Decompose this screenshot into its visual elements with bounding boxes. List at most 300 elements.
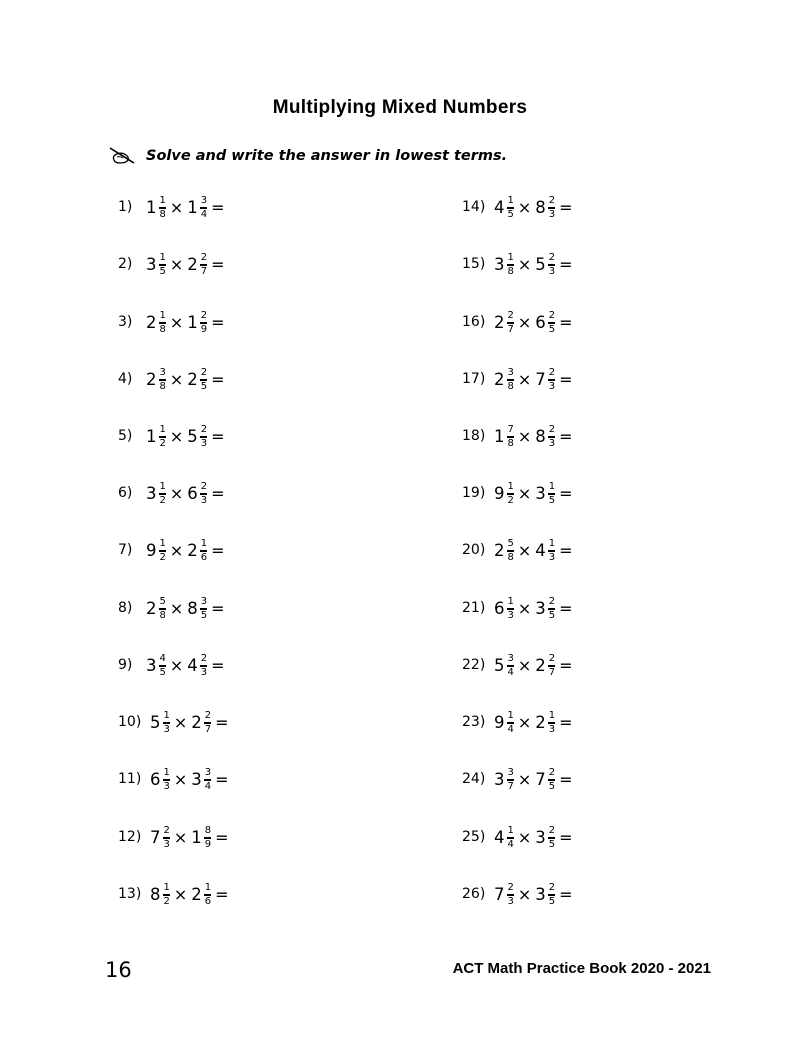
instruction [108,146,507,166]
fraction [204,767,212,792]
denominator: 3 [163,780,170,792]
denominator: 6 [204,895,212,907]
problem-number: 5) [118,428,133,444]
fraction [548,424,556,449]
whole-number: 1 [187,197,198,217]
numerator: 2 [548,423,556,435]
multiply-sign: × [169,312,184,332]
denominator: 3 [163,723,170,735]
numerator: 1 [159,480,166,492]
problem-number: 8) [118,600,133,616]
whole-number: 4 [535,540,546,560]
multiply-sign: × [517,254,532,274]
fraction [159,195,167,220]
numerator: 2 [200,423,208,435]
whole-number: 2 [146,598,157,618]
multiply-sign: × [517,426,532,446]
whole-number: 2 [187,540,198,560]
numerator: 1 [548,537,556,549]
equals-sign: = [559,483,573,503]
writing-hand-icon [108,146,138,166]
fraction [548,653,556,678]
equals-sign: = [215,884,229,904]
problem-item [462,530,573,570]
denominator: 5 [159,265,166,277]
multiply-sign: × [517,712,532,732]
numerator: 3 [200,595,208,607]
problem-number: 13) [118,886,142,902]
multiply-sign: × [517,598,532,618]
equals-sign: = [559,884,573,904]
equals-sign: = [211,197,225,217]
equals-sign: = [559,312,573,332]
whole-number: 1 [494,426,505,446]
equals-sign: = [559,769,573,789]
denominator: 3 [548,265,556,277]
fraction [548,252,556,277]
denominator: 3 [200,494,208,506]
numerator: 1 [200,537,208,549]
whole-number: 9 [146,540,157,560]
multiply-sign: × [517,769,532,789]
whole-number: 8 [535,197,546,217]
problem-item [118,702,229,742]
denominator: 9 [204,838,212,850]
denominator: 5 [548,838,556,850]
equals-sign: = [211,655,225,675]
multiply-sign: × [169,483,184,503]
multiply-sign: × [517,312,532,332]
numerator: 2 [507,309,514,321]
numerator: 2 [200,309,208,321]
numerator: 2 [163,824,170,836]
whole-number: 1 [146,197,157,217]
numerator: 2 [548,251,556,263]
equals-sign: = [559,598,573,618]
page-number: 16 [105,958,132,982]
denominator: 7 [548,666,556,678]
fraction [159,538,167,563]
fraction [200,538,208,563]
whole-number: 9 [494,483,505,503]
denominator: 5 [507,208,514,220]
numerator: 1 [204,881,212,893]
page-title: Multiplying Mixed Numbers [272,97,528,118]
denominator: 8 [159,609,166,621]
denominator: 5 [200,380,208,392]
denominator: 5 [548,780,556,792]
equals-sign: = [211,540,225,560]
numerator: 2 [200,652,208,664]
denominator: 4 [200,208,208,220]
equals-sign: = [559,827,573,847]
whole-number: 3 [146,483,157,503]
equals-sign: = [559,655,573,675]
numerator: 3 [200,194,208,206]
problem-item [118,416,225,456]
equals-sign: = [215,769,229,789]
fraction [548,481,556,506]
denominator: 4 [204,780,212,792]
problem-item [462,645,573,685]
problem-number: 21) [462,600,486,616]
problem-item [462,244,573,284]
whole-number: 2 [535,712,546,732]
problem-item [118,359,225,399]
multiply-sign: × [517,884,532,904]
fraction [507,653,515,678]
problem-number: 24) [462,771,486,787]
equals-sign: = [211,254,225,274]
multiply-sign: × [169,369,184,389]
denominator: 8 [507,437,514,449]
denominator: 8 [159,208,166,220]
whole-number: 8 [150,884,161,904]
fraction [159,367,167,392]
numerator: 2 [548,881,556,893]
numerator: 8 [204,824,212,836]
problem-item [118,473,225,513]
fraction [507,481,515,506]
problem-number: 3) [118,314,133,330]
whole-number: 2 [535,655,546,675]
whole-number: 3 [535,483,546,503]
multiply-sign: × [169,598,184,618]
fraction [548,596,556,621]
whole-number: 9 [494,712,505,732]
denominator: 2 [159,437,166,449]
problem-number: 4) [118,371,133,387]
whole-number: 4 [494,827,505,847]
fraction [548,767,556,792]
whole-number: 1 [146,426,157,446]
problem-item [118,244,225,284]
equals-sign: = [211,598,225,618]
whole-number: 3 [191,769,202,789]
numerator: 1 [507,194,514,206]
equals-sign: = [559,426,573,446]
multiply-sign: × [169,197,184,217]
equals-sign: = [215,712,229,732]
whole-number: 2 [187,254,198,274]
fraction [159,653,167,678]
whole-number: 2 [146,369,157,389]
whole-number: 4 [494,197,505,217]
equals-sign: = [211,312,225,332]
denominator: 2 [507,494,514,506]
problem-item [462,416,573,456]
denominator: 7 [507,323,514,335]
denominator: 5 [548,494,556,506]
denominator: 3 [548,437,556,449]
multiply-sign: × [173,712,188,732]
numerator: 1 [507,595,514,607]
numerator: 1 [159,194,166,206]
equals-sign: = [559,254,573,274]
denominator: 2 [163,895,170,907]
denominator: 8 [159,323,166,335]
problem-item [462,473,573,513]
whole-number: 5 [187,426,198,446]
denominator: 5 [548,323,556,335]
whole-number: 5 [535,254,546,274]
multiply-sign: × [173,827,188,847]
numerator: 1 [159,537,166,549]
problem-number: 22) [462,657,486,673]
numerator: 1 [163,881,170,893]
denominator: 8 [507,551,514,563]
denominator: 4 [507,723,514,735]
denominator: 2 [159,551,166,563]
numerator: 3 [507,652,514,664]
numerator: 2 [548,309,556,321]
fraction [548,310,556,335]
numerator: 4 [159,652,166,664]
numerator: 2 [548,766,556,778]
whole-number: 2 [187,369,198,389]
whole-number: 2 [191,712,202,732]
whole-number: 2 [494,312,505,332]
fraction [159,481,167,506]
numerator: 1 [163,766,170,778]
fraction [200,252,208,277]
fraction [507,538,515,563]
multiply-sign: × [517,483,532,503]
multiply-sign: × [517,827,532,847]
fraction [159,252,167,277]
denominator: 5 [200,609,208,621]
numerator: 2 [548,595,556,607]
numerator: 2 [204,709,212,721]
numerator: 1 [548,709,556,721]
fraction [507,710,515,735]
numerator: 3 [507,366,514,378]
equals-sign: = [559,712,573,732]
fraction [163,825,171,850]
book-title: ACT Math Practice Book 2020 - 2021 [452,960,711,977]
numerator: 2 [548,824,556,836]
whole-number: 8 [187,598,198,618]
problem-item [118,302,225,342]
fraction [200,367,208,392]
problem-item [118,874,229,914]
whole-number: 2 [146,312,157,332]
problem-item [462,187,573,227]
problem-item [118,588,225,628]
problem-number: 12) [118,829,142,845]
denominator: 7 [507,780,514,792]
fraction [200,424,208,449]
numerator: 3 [507,766,514,778]
numerator: 2 [548,652,556,664]
denominator: 3 [548,380,556,392]
problem-number: 11) [118,771,142,787]
fraction [159,310,167,335]
equals-sign: = [215,827,229,847]
fraction [507,252,515,277]
equals-sign: = [211,369,225,389]
whole-number: 1 [191,827,202,847]
problem-item [118,759,229,799]
numerator: 5 [507,537,514,549]
numerator: 1 [159,423,166,435]
denominator: 4 [507,666,514,678]
equals-sign: = [559,197,573,217]
multiply-sign: × [169,254,184,274]
denominator: 3 [200,666,208,678]
fraction [507,367,515,392]
whole-number: 5 [150,712,161,732]
problem-item [462,874,573,914]
denominator: 5 [548,609,556,621]
multiply-sign: × [517,655,532,675]
problem-number: 23) [462,714,486,730]
whole-number: 6 [494,598,505,618]
problem-number: 25) [462,829,486,845]
multiply-sign: × [173,769,188,789]
fraction [507,596,515,621]
fraction [200,195,208,220]
denominator: 5 [159,666,166,678]
problem-item [462,359,573,399]
whole-number: 3 [535,827,546,847]
fraction [200,481,208,506]
fraction [159,596,167,621]
numerator: 1 [548,480,556,492]
problem-item [118,817,229,857]
whole-number: 6 [535,312,546,332]
numerator: 3 [204,766,212,778]
equals-sign: = [559,369,573,389]
equals-sign: = [559,540,573,560]
fraction [507,424,515,449]
problem-item [462,302,573,342]
numerator: 5 [159,595,166,607]
numerator: 2 [200,251,208,263]
denominator: 8 [159,380,166,392]
denominator: 8 [507,380,514,392]
problem-item [462,588,573,628]
problem-number: 18) [462,428,486,444]
problem-item [462,759,573,799]
problem-number: 1) [118,199,133,215]
denominator: 2 [159,494,166,506]
problem-item [462,817,573,857]
denominator: 3 [163,838,170,850]
denominator: 3 [507,895,514,907]
denominator: 3 [200,437,208,449]
problem-item [118,530,225,570]
whole-number: 3 [535,884,546,904]
numerator: 2 [507,881,514,893]
numerator: 1 [507,480,514,492]
whole-number: 3 [146,254,157,274]
problem-number: 9) [118,657,133,673]
fraction [507,767,515,792]
problem-number: 7) [118,542,133,558]
problem-number: 2) [118,256,133,272]
numerator: 2 [548,366,556,378]
whole-number: 7 [150,827,161,847]
whole-number: 6 [187,483,198,503]
multiply-sign: × [517,197,532,217]
denominator: 6 [200,551,208,563]
fraction [204,825,212,850]
fraction [507,882,515,907]
whole-number: 6 [150,769,161,789]
numerator: 7 [507,423,514,435]
numerator: 1 [507,709,514,721]
whole-number: 7 [535,369,546,389]
problem-number: 10) [118,714,142,730]
numerator: 3 [159,366,166,378]
fraction [200,310,208,335]
fraction [204,710,212,735]
problem-number: 6) [118,485,133,501]
denominator: 3 [548,551,556,563]
multiply-sign: × [517,540,532,560]
fraction [163,710,171,735]
fraction [507,310,515,335]
whole-number: 4 [187,655,198,675]
problem-number: 20) [462,542,486,558]
multiply-sign: × [169,426,184,446]
whole-number: 2 [191,884,202,904]
denominator: 3 [548,208,556,220]
fraction [159,424,167,449]
denominator: 4 [507,838,514,850]
problem-number: 15) [462,256,486,272]
whole-number: 2 [494,540,505,560]
numerator: 1 [159,251,166,263]
numerator: 1 [159,309,166,321]
problem-item [118,187,225,227]
whole-number: 3 [494,769,505,789]
instruction-text: Solve and write the answer in lowest terms. [146,148,508,164]
fraction [548,367,556,392]
problem-number: 16) [462,314,486,330]
numerator: 1 [507,251,514,263]
denominator: 3 [507,609,514,621]
numerator: 1 [163,709,170,721]
denominator: 7 [204,723,212,735]
equals-sign: = [211,483,225,503]
problem-item [462,702,573,742]
problem-number: 17) [462,371,486,387]
multiply-sign: × [517,369,532,389]
problem-item [118,645,225,685]
whole-number: 1 [187,312,198,332]
whole-number: 8 [535,426,546,446]
multiply-sign: × [169,540,184,560]
equals-sign: = [211,426,225,446]
denominator: 7 [200,265,208,277]
fraction [163,767,171,792]
fraction [548,538,556,563]
whole-number: 3 [146,655,157,675]
numerator: 2 [200,366,208,378]
fraction [548,710,556,735]
fraction [204,882,212,907]
numerator: 1 [507,824,514,836]
fraction [200,596,208,621]
multiply-sign: × [169,655,184,675]
problem-number: 19) [462,485,486,501]
whole-number: 2 [494,369,505,389]
fraction [548,825,556,850]
denominator: 8 [507,265,514,277]
whole-number: 3 [494,254,505,274]
